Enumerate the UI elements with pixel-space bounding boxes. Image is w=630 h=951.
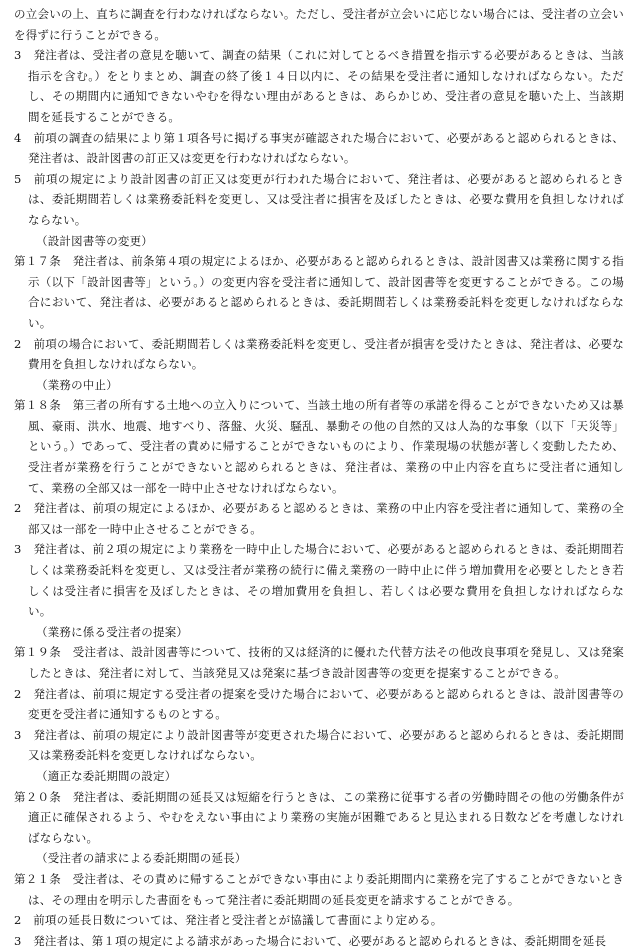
article-21: 第２１条 受注者は、その責めに帰することができない事由により委託期間内に業務を完了することができないときは、その理由を明示した書面をもって発注者に委託期間の延長変更を請求することができる。 <box>14 871 624 907</box>
article-17: 第１７条 発注者は、前条第４項の規定によるほか、必要があると認められるときは、設計図書又は業務に関する指示（以下「設計図書等」という。）の変更内容を受注者に通知して、設計図書等を変更することができる。この場合において、発注者は、必要があると認められるときは、委託期間若しくは業務委託料を変更しなければならない。 <box>14 254 624 330</box>
article-20: 第２０条 発注者は、委託期間の延長又は短縮を行うときは、この業務に従事する者の労働時間その他の労働条件が適正に確保されるよう、やむをえない事由により業務の実施が困難であると見込まれる日数などを考慮しなければならない。 <box>14 789 624 845</box>
clause-5: 5 前項の規定により設計図書の訂正又は変更が行われた場合において、発注者は、必要があると認められるときは、委託期間若しくは業務委託料を変更し、又は受注者に損害を及ぼしたときは、必要な費用を負担しなければならない。 <box>14 171 624 227</box>
article-17-heading: （設計図書等の変更） <box>36 233 153 248</box>
article-18-clause-3: 3 発注者は、前２項の規定により業務を一時中止した場合において、必要があると認められるときは、委託期間若しくは業務委託料を変更し、又は受注者が業務の続行に備え業務の一時中止に伴う増加費用を必要としたとき若しくは受注者に損害を及ぼしたときは、その増加費用を負担し、若しくは必要な費用を負担しなければならない。 <box>14 542 624 619</box>
article-19-clause-3: 3 発注者は、前項の規定により設計図書等が変更された場合において、必要があると認められるときは、委託期間又は業務委託料を変更しなければならない。 <box>14 727 624 763</box>
article-19-heading: （業務に係る受注者の提案） <box>36 624 189 639</box>
clause-3: 3 発注者は、受注者の意見を聴いて、調査の結果（これに対してとるべき措置を指示する必要があるときは、当該指示を含む。）をとりまとめ、調査の終了後１４日以内に、その結果を受注者に通知しなければならない。ただし、その期間内に通知できないやむを得ない理由があるときは、あらかじめ、受注者の意見を聴いた上、当該期間を延長することができる。 <box>14 48 624 124</box>
article-18-clause-2: 2 発注者は、前項の規定によるほか、必要があると認めるときは、業務の中止内容を受注者に通知して、業務の全部又は一部を一時中止させることができる。 <box>14 501 624 536</box>
article-17-clause-2: 2 前項の場合において、委託期間若しくは業務委託料を変更し、受注者が損害を受けたときは、発注者は、必要な費用を負担しなければならない。 <box>14 336 624 372</box>
paragraph-continuation: の立会いの上、直ちに調査を行わなければならない。ただし、受注者が立会いに応じない場合には、受注者の立会いを得ずに行うことができる。 <box>14 7 624 42</box>
article-19-clause-2: 2 発注者は、前項に規定する受注者の提案を受けた場合において、必要があると認められるときは、設計図書等の変更を受注者に通知するものとする。 <box>14 686 624 722</box>
clause-4: 4 前項の調査の結果により第１項各号に掲げる事実が確認された場合において、必要があると認められるときは、発注者は、設計図書の訂正又は変更を行わなければならない。 <box>14 130 624 166</box>
article-18: 第１８条 第三者の所有する土地への立入りについて、当該土地の所有者等の承諾を得ることができないため又は暴風、豪雨、洪水、地震、地すべり、落盤、火災、騒乱、暴動その他の自然的又は人為的な事象（以下「天災等」という。）であって、受注者の責めに帰することができないものにより、作業現場の状態が著しく変動したため、受注者が業務を行うことができないと認められるときは、発注者は、業務の中止内容を直ちに受注者に通知して、業務の全部又は一部を一時中止させなければならない。 <box>14 398 624 495</box>
article-18-heading: （業務の中止） <box>36 377 118 392</box>
article-21-clause-2: 2 前項の延長日数については、発注者と受注者とが協議して書面により定める。 <box>14 913 443 928</box>
article-21-heading: （受注者の請求による委託期間の延長） <box>36 851 247 866</box>
article-20-heading: （適正な委託期間の設定） <box>36 768 177 783</box>
article-19: 第１９条 受注者は、設計図書等について、技術的又は経済的に優れた代替方法その他改良事項を発見し、又は発案したときは、発注者に対して、当該発見又は発案に基づき設計図書等の変更を提案することができる。 <box>14 645 624 680</box>
article-21-clause-3: 3 発注者は、第１項の規定による請求があった場合において、必要があると認められるときは、委託期間を延長 <box>14 933 607 948</box>
